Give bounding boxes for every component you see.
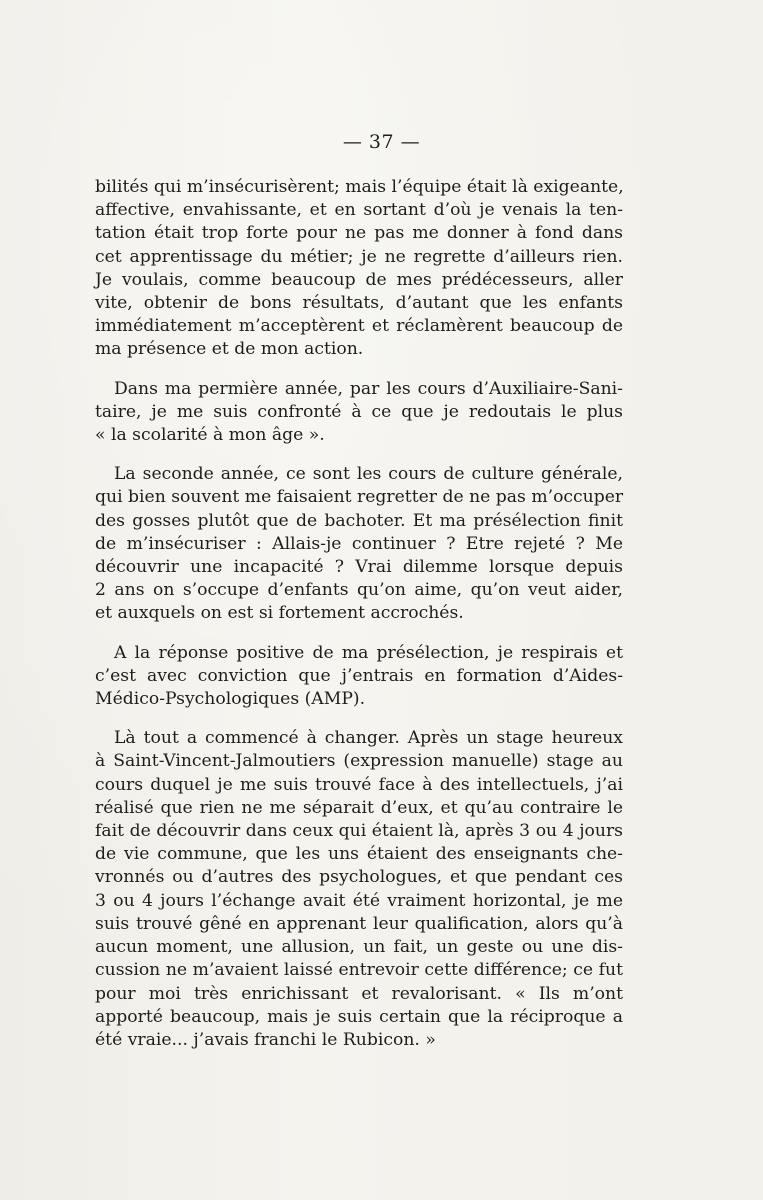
text-line: Dans ma permière année, par les cours d’Auxiliaire-Sani- — [114, 378, 623, 399]
text-line: réalisé que rien ne me séparait d’eux, et qu’au contraire le — [95, 797, 623, 818]
text-line: apporté beaucoup, mais je suis certain que la réciproque a — [95, 1006, 623, 1027]
text-line: vite, obtenir de bons résultats, d’autant que les enfants — [95, 293, 623, 314]
paragraph-1 — [95, 176, 623, 362]
text-line: suis trouvé gêné en apprenant leur qualification, alors qu’à — [95, 913, 623, 934]
paragraph-2 — [95, 378, 623, 448]
paragraph-3 — [95, 463, 623, 625]
text-line: à Saint-Vincent-Jalmoutiers (expression manuelle) stage au — [95, 751, 623, 772]
text-line: affective, envahissante, et en sortant d’où je venais la ten- — [95, 200, 623, 221]
text-line: de vie commune, que les uns étaient des enseignants che- — [95, 844, 623, 865]
text-line: ma présence et de mon action. — [95, 339, 364, 360]
text-line: des gosses plutôt que de bachoter. Et ma présélection finit — [95, 510, 623, 531]
text-line: Je voulais, comme beaucoup de mes prédécesseurs, aller — [95, 269, 623, 290]
text-line: Là tout a commencé à changer. Après un stage heureux — [114, 728, 623, 749]
text-line: cet apprentissage du métier; je ne regrette d’ailleurs rien. — [95, 246, 623, 267]
text-line: et auxquels on est si fortement accrochés. — [95, 603, 464, 624]
text-line: tation était trop forte pour ne pas me donner à fond dans — [95, 223, 623, 244]
text-line: A la réponse positive de ma présélection, je respirais et — [114, 642, 623, 663]
text-line: cours duquel je me suis trouvé face à des intellectuels, j’ai — [95, 774, 623, 795]
text-line: de m’insécuriser : Allais-je continuer ? Etre rejeté ? Me — [95, 533, 623, 554]
text-line: 2 ans on s’occupe d’enfants qu’on aime, qu’on veut aider, — [95, 580, 623, 601]
text-line: c’est avec conviction que j’entrais en formation d’Aides- — [95, 665, 623, 686]
text-line: Médico-Psychologiques (AMP). — [95, 689, 366, 710]
text-line: La seconde année, ce sont les cours de culture générale, — [114, 464, 623, 485]
text-line: pour moi très enrichissant et revalorisant. « Ils m’ont — [95, 983, 623, 1004]
text-line: 3 ou 4 jours l’échange avait été vraiment horizontal, je me — [95, 890, 623, 911]
text-line: aucun moment, une allusion, un fait, un geste ou une dis- — [95, 937, 623, 958]
text-line: fait de découvrir dans ceux qui étaient là, après 3 ou 4 jours — [95, 821, 623, 842]
text-line: été vraie... j’avais franchi le Rubicon. » — [95, 1029, 436, 1050]
text-line: qui bien souvent me faisaient regretter de ne pas m’occuper — [95, 487, 624, 508]
text-line: cussion ne m’avaient laissé entrevoir cette différence; ce fut — [95, 960, 623, 981]
text-line: immédiatement m’acceptèrent et réclamèrent beaucoup de — [95, 316, 623, 337]
body-text — [95, 176, 623, 1068]
paragraph-5 — [95, 727, 623, 1052]
text-line: « la scolarité à mon âge ». — [95, 425, 325, 446]
paragraph-4 — [95, 642, 623, 712]
text-line: bilités qui m’insécurisèrent; mais l’équipe était là exigeante, — [95, 177, 624, 197]
text-line: découvrir une incapacité ? Vrai dilemme lorsque depuis — [95, 557, 623, 578]
text-line: taire, je me suis confronté à ce que je redoutais le plus — [95, 401, 623, 422]
page-number: — 37 — — [342, 131, 421, 153]
text-line: vronnés ou d’autres des psychologues, et que pendant ces — [95, 867, 623, 888]
